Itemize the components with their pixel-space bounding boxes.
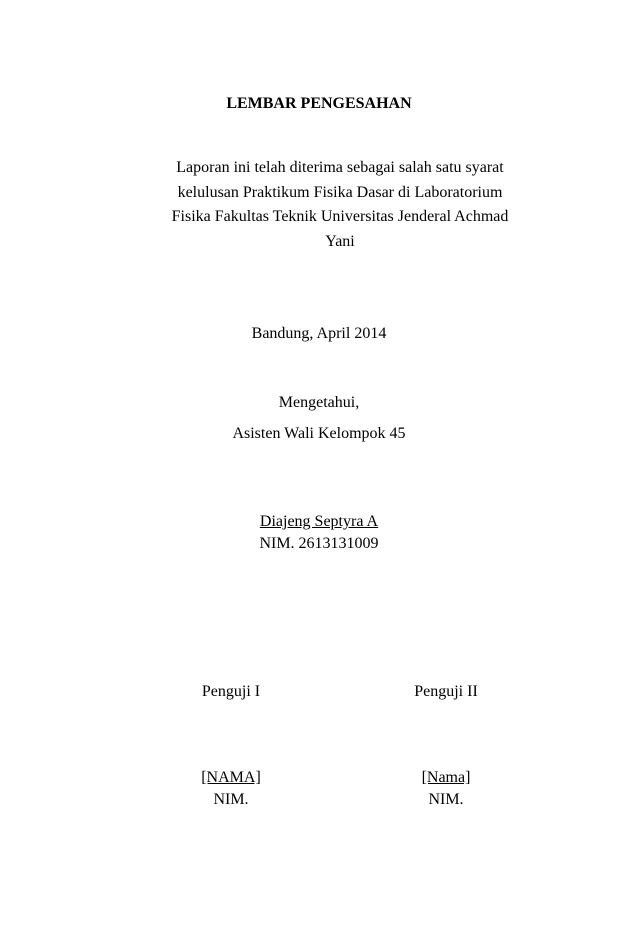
- examiner-1-role: Penguji I: [201, 683, 261, 700]
- examiner-1-nim: NIM.: [213, 791, 249, 808]
- statement-line: Yani: [325, 232, 355, 250]
- statement-line: kelulusan Praktikum Fisika Dasar di Laboratorium: [177, 183, 503, 201]
- place-date: Bandung, April 2014: [251, 325, 387, 342]
- examiner-1-signature: [131, 768, 331, 788]
- statement-line: Fisika Fakultas Teknik Universitas Jenderal Achmad: [171, 208, 509, 225]
- examiner-1-name: [NAMA]: [201, 769, 261, 786]
- statement-line: Laporan ini telah diterima sebagai salah satu syarat: [176, 159, 504, 176]
- examiner-2-name: [Nama]: [421, 769, 471, 786]
- examiner-2-role: Penguji II: [414, 683, 478, 700]
- assistant-role: Asisten Wali Kelompok 45: [232, 425, 406, 442]
- acknowledged-label: Mengetahui,: [278, 394, 360, 411]
- assistant-signature: [0, 512, 638, 532]
- assistant-nim: NIM. 2613131009: [259, 535, 379, 552]
- page-title: LEMBAR PENGESAHAN: [226, 95, 412, 112]
- assistant-name: Diajeng Septyra A: [259, 513, 379, 530]
- examiner-2-signature: [346, 768, 546, 788]
- examiner-2-nim: NIM.: [428, 791, 464, 808]
- approval-statement: [140, 156, 540, 254]
